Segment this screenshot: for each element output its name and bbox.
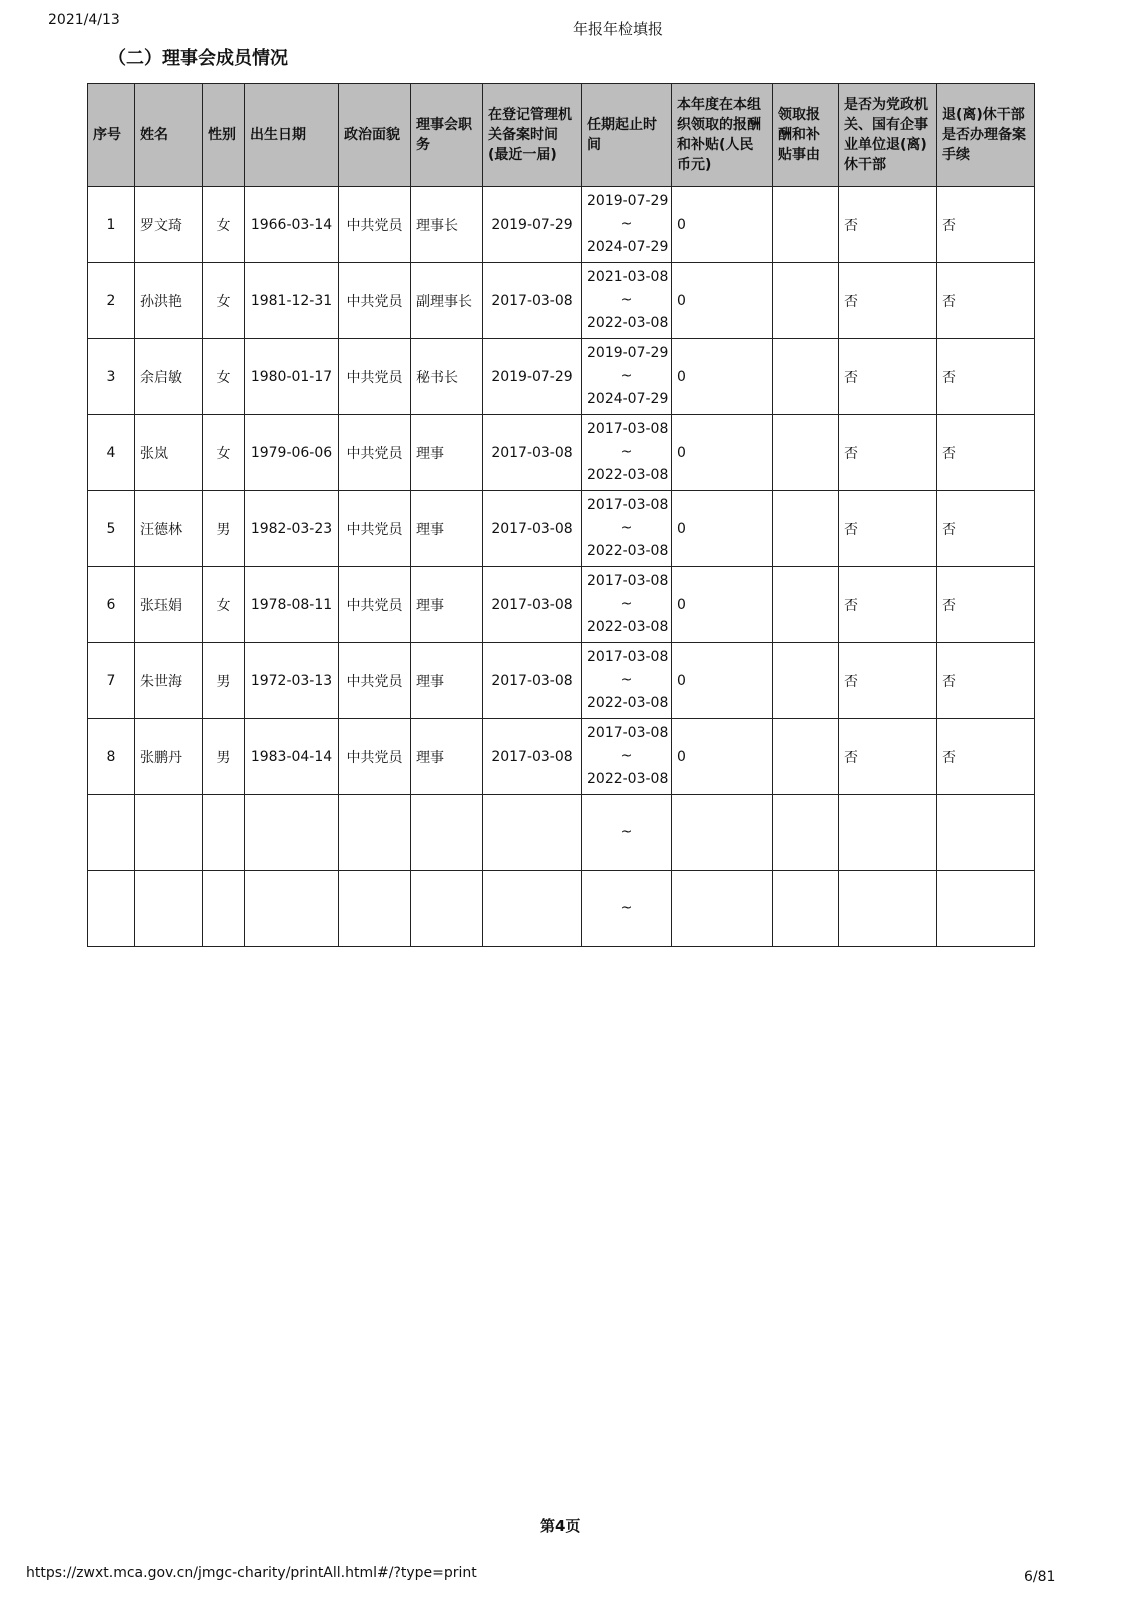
table-row	[88, 415, 1035, 491]
retired-cadre-flag: 否	[839, 643, 937, 719]
compensation-amount: 0	[672, 567, 773, 643]
page-header-title: 年报年检填报	[573, 20, 664, 38]
filing-date: 2019-07-29	[483, 339, 582, 415]
print-url: https://zwxt.mca.gov.cn/jmgc-charity/printAll.html#/?type=print	[26, 1565, 477, 1581]
board-role: 理事	[411, 567, 483, 643]
page-count: 6/81	[1024, 1569, 1056, 1585]
retired-cadre-flag	[839, 871, 937, 947]
term-end: 2022-03-08	[587, 543, 669, 559]
birth-date: 1980-01-17	[245, 339, 339, 415]
column-header: 领取报酬和补贴事由	[773, 84, 839, 187]
retired-cadre-flag: 否	[839, 719, 937, 795]
retired-filing-flag: 否	[937, 719, 1035, 795]
row-number	[88, 871, 135, 947]
term-start: 2021-03-08	[587, 269, 669, 285]
political-status: 中共党员	[339, 263, 411, 339]
row-number: 4	[88, 415, 135, 491]
member-name: 孙洪艳	[135, 263, 203, 339]
term-start: 2017-03-08	[587, 573, 669, 589]
member-name: 张鹏丹	[135, 719, 203, 795]
compensation-amount	[672, 795, 773, 871]
compensation-amount	[672, 871, 773, 947]
retired-cadre-flag: 否	[839, 263, 937, 339]
member-gender: 男	[203, 491, 245, 567]
term-separator: ~	[620, 900, 633, 916]
term-end: 2024-07-29	[587, 391, 669, 407]
board-role: 副理事长	[411, 263, 483, 339]
term-end: 2024-07-29	[587, 239, 669, 255]
filing-date: 2017-03-08	[483, 643, 582, 719]
compensation-reason	[773, 795, 839, 871]
retired-filing-flag: 否	[937, 567, 1035, 643]
compensation-reason	[773, 187, 839, 263]
political-status: 中共党员	[339, 339, 411, 415]
board-role	[411, 871, 483, 947]
column-header: 是否为党政机关、国有企事业单位退(离)休干部	[839, 84, 937, 187]
political-status: 中共党员	[339, 567, 411, 643]
term-separator: ~	[620, 444, 633, 460]
birth-date: 1983-04-14	[245, 719, 339, 795]
political-status	[339, 871, 411, 947]
term-separator: ~	[620, 292, 633, 308]
retired-filing-flag: 否	[937, 263, 1035, 339]
birth-date	[245, 871, 339, 947]
board-role	[411, 795, 483, 871]
filing-date: 2019-07-29	[483, 187, 582, 263]
term-start: 2017-03-08	[587, 649, 669, 665]
member-gender: 女	[203, 187, 245, 263]
board-role: 理事	[411, 491, 483, 567]
compensation-reason	[773, 643, 839, 719]
compensation-reason	[773, 567, 839, 643]
birth-date: 1982-03-23	[245, 491, 339, 567]
member-name	[135, 871, 203, 947]
term-separator: ~	[620, 596, 633, 612]
table-row	[88, 491, 1035, 567]
political-status: 中共党员	[339, 643, 411, 719]
row-number: 3	[88, 339, 135, 415]
term-end: 2022-03-08	[587, 771, 669, 787]
member-gender	[203, 871, 245, 947]
column-header: 政治面貌	[339, 84, 411, 187]
term-period	[582, 567, 672, 643]
filing-date	[483, 871, 582, 947]
term-start: 2019-07-29	[587, 193, 669, 209]
retired-cadre-flag: 否	[839, 339, 937, 415]
member-name: 罗文琦	[135, 187, 203, 263]
term-start: 2017-03-08	[587, 497, 669, 513]
term-period	[582, 263, 672, 339]
term-start: 2019-07-29	[587, 345, 669, 361]
table-row	[88, 263, 1035, 339]
print-date: 2021/4/13	[48, 12, 120, 28]
compensation-reason	[773, 871, 839, 947]
member-name: 余启敏	[135, 339, 203, 415]
retired-filing-flag: 否	[937, 339, 1035, 415]
row-number: 6	[88, 567, 135, 643]
political-status: 中共党员	[339, 719, 411, 795]
term-end: 2022-03-08	[587, 619, 669, 635]
member-name: 汪德林	[135, 491, 203, 567]
term-period	[582, 719, 672, 795]
birth-date: 1972-03-13	[245, 643, 339, 719]
member-gender: 女	[203, 263, 245, 339]
table-row	[88, 187, 1035, 263]
table-row	[88, 795, 1035, 871]
column-header: 性别	[203, 84, 245, 187]
political-status	[339, 795, 411, 871]
term-period	[582, 643, 672, 719]
board-role: 理事	[411, 415, 483, 491]
row-number: 2	[88, 263, 135, 339]
table-row	[88, 643, 1035, 719]
compensation-reason	[773, 719, 839, 795]
term-end: 2022-03-08	[587, 467, 669, 483]
column-header: 序号	[88, 84, 135, 187]
member-name: 朱世海	[135, 643, 203, 719]
filing-date: 2017-03-08	[483, 263, 582, 339]
birth-date: 1981-12-31	[245, 263, 339, 339]
column-header: 姓名	[135, 84, 203, 187]
member-gender: 男	[203, 643, 245, 719]
retired-cadre-flag: 否	[839, 187, 937, 263]
table-row	[88, 871, 1035, 947]
row-number	[88, 795, 135, 871]
board-role: 秘书长	[411, 339, 483, 415]
retired-cadre-flag: 否	[839, 415, 937, 491]
term-separator: ~	[620, 672, 633, 688]
column-header: 出生日期	[245, 84, 339, 187]
compensation-amount: 0	[672, 491, 773, 567]
birth-date: 1966-03-14	[245, 187, 339, 263]
column-header: 任期起止时间	[582, 84, 672, 187]
member-gender	[203, 795, 245, 871]
member-name: 张岚	[135, 415, 203, 491]
term-end: 2022-03-08	[587, 695, 669, 711]
compensation-amount: 0	[672, 415, 773, 491]
retired-filing-flag: 否	[937, 187, 1035, 263]
term-start: 2017-03-08	[587, 421, 669, 437]
birth-date: 1979-06-06	[245, 415, 339, 491]
term-period	[582, 795, 672, 871]
filing-date	[483, 795, 582, 871]
board-role: 理事	[411, 643, 483, 719]
table-header-row	[88, 84, 1035, 187]
member-gender: 女	[203, 415, 245, 491]
member-name: 张珏娟	[135, 567, 203, 643]
compensation-amount: 0	[672, 339, 773, 415]
table-row	[88, 567, 1035, 643]
page-number: 第4页	[540, 1517, 581, 1535]
compensation-reason	[773, 263, 839, 339]
retired-filing-flag	[937, 795, 1035, 871]
retired-filing-flag	[937, 871, 1035, 947]
column-header: 理事会职务	[411, 84, 483, 187]
political-status: 中共党员	[339, 187, 411, 263]
compensation-amount: 0	[672, 719, 773, 795]
term-period	[582, 415, 672, 491]
board-members-table	[87, 83, 1035, 947]
term-period	[582, 491, 672, 567]
term-separator: ~	[620, 216, 633, 232]
term-separator: ~	[620, 824, 633, 840]
member-gender: 男	[203, 719, 245, 795]
board-role: 理事长	[411, 187, 483, 263]
political-status: 中共党员	[339, 491, 411, 567]
retired-filing-flag: 否	[937, 415, 1035, 491]
filing-date: 2017-03-08	[483, 415, 582, 491]
retired-cadre-flag: 否	[839, 491, 937, 567]
term-end: 2022-03-08	[587, 315, 669, 331]
member-gender: 女	[203, 339, 245, 415]
row-number: 7	[88, 643, 135, 719]
member-name	[135, 795, 203, 871]
table-row	[88, 719, 1035, 795]
compensation-amount: 0	[672, 187, 773, 263]
birth-date	[245, 795, 339, 871]
filing-date: 2017-03-08	[483, 567, 582, 643]
column-header: 退(离)休干部是否办理备案手续	[937, 84, 1035, 187]
term-start: 2017-03-08	[587, 725, 669, 741]
retired-filing-flag: 否	[937, 643, 1035, 719]
retired-cadre-flag	[839, 795, 937, 871]
column-header: 本年度在本组织领取的报酬和补贴(人民币元)	[672, 84, 773, 187]
filing-date: 2017-03-08	[483, 719, 582, 795]
term-separator: ~	[620, 748, 633, 764]
term-period	[582, 187, 672, 263]
retired-filing-flag: 否	[937, 491, 1035, 567]
birth-date: 1978-08-11	[245, 567, 339, 643]
retired-cadre-flag: 否	[839, 567, 937, 643]
filing-date: 2017-03-08	[483, 491, 582, 567]
member-gender: 女	[203, 567, 245, 643]
column-header: 在登记管理机关备案时间(最近一届)	[483, 84, 582, 187]
term-period	[582, 871, 672, 947]
compensation-reason	[773, 415, 839, 491]
row-number: 5	[88, 491, 135, 567]
board-role: 理事	[411, 719, 483, 795]
row-number: 8	[88, 719, 135, 795]
row-number: 1	[88, 187, 135, 263]
term-period	[582, 339, 672, 415]
compensation-reason	[773, 339, 839, 415]
table-row	[88, 339, 1035, 415]
compensation-amount: 0	[672, 643, 773, 719]
compensation-reason	[773, 491, 839, 567]
term-separator: ~	[620, 368, 633, 384]
political-status: 中共党员	[339, 415, 411, 491]
term-separator: ~	[620, 520, 633, 536]
compensation-amount: 0	[672, 263, 773, 339]
table-body	[88, 187, 1035, 947]
section-title: （二）理事会成员情况	[108, 48, 288, 69]
